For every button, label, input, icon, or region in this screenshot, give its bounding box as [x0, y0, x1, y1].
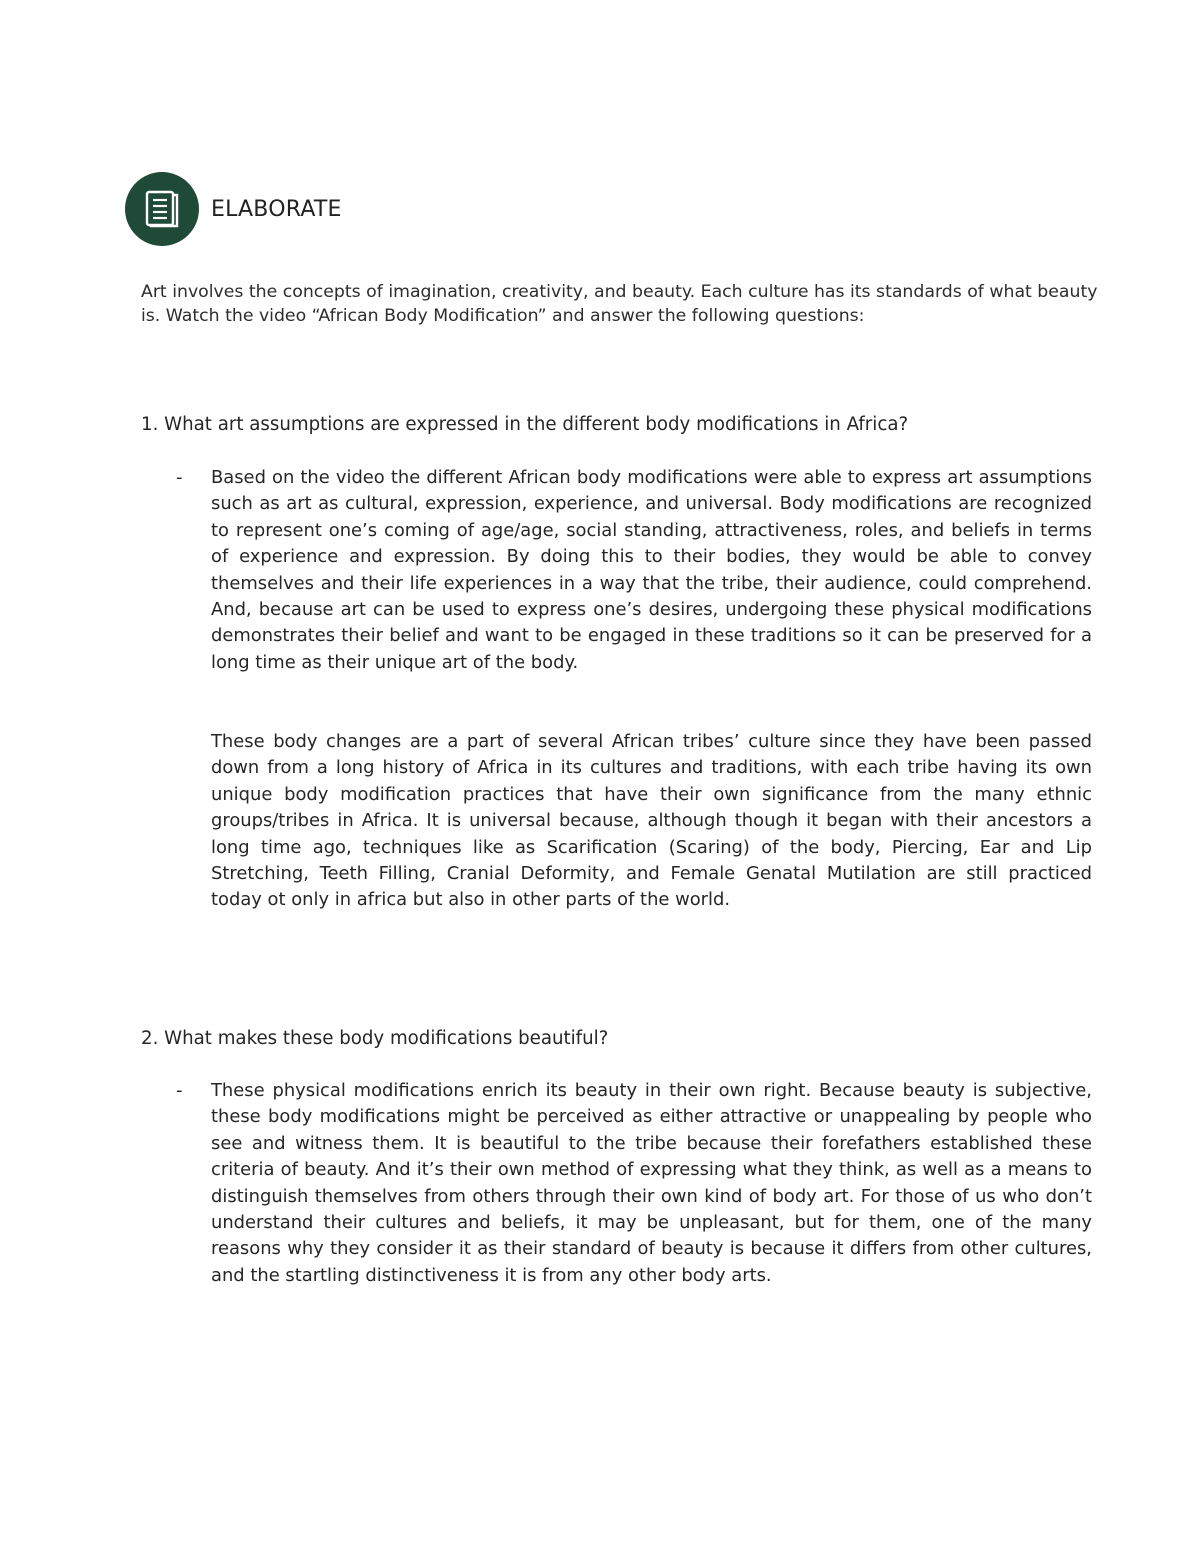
section-header [125, 172, 342, 246]
answer-1-bullet: - [176, 467, 183, 488]
book-icon [139, 186, 185, 232]
answer-1-paragraph-1: Based on the video the different African body modifications were able to express art assumptions such as art as cultural, expression, experience, and universal. Body modifications are recognized to represent one’s coming of age/age, social standing, attractiveness, roles, and beliefs in terms of experience and expression. By doing this to their bodies, they would be able to convey themselves and their life experiences in a way that the tribe, their audience, could comprehend. And, because art can be used to express one’s desires, undergoing these physical modifications demonstrates their belief and want to be engaged in these traditions so it can be preserved for a long time as their unique art of the body. [211, 467, 1092, 673]
section-badge [125, 172, 199, 246]
question-2: 2. What makes these body modifications beautiful? [141, 1028, 609, 1049]
answer-1-paragraph-2: These body changes are a part of several African tribes’ culture since they have been passed down from a long history of Africa in its cultures and traditions, with each tribe having its own unique body modification practices that have their own significance from the many ethnic groups/tribes in Africa. It is universal because, although though it began with their ancestors a long time ago, techniques like as Scarification (Scaring) of the body, Piercing, Ear and Lip Stretching, Teeth Filling, Cranial Deformity, and Female Genatal Mutilation are still practiced today ot only in africa but also in other parts of the world. [211, 731, 1092, 911]
section-title: ELABORATE [211, 196, 342, 222]
intro-paragraph: Art involves the concepts of imagination, creativity, and beauty. Each culture has its standards of what beauty is. Watch the video “African Body Modification” and answer the following questions: [141, 282, 1098, 326]
question-1: 1. What art assumptions are expressed in the different body modifications in Africa? [141, 414, 909, 435]
answer-2-paragraph-1: These physical modifications enrich its beauty in their own right. Because beauty is subjective, these body modifications might be perceived as either attractive or unappealing by people who see and witness them. It is beautiful to the tribe because their forefathers established these criteria of beauty. And it’s their own method of expressing what they think, as well as a means to distinguish themselves from others through their own kind of body art. For those of us who don’t understand their cultures and beliefs, it may be unpleasant, but for them, one of the many reasons why they consider it as their standard of beauty is because it differs from other cultures, and the startling distinctiveness it is from any other body arts. [211, 1080, 1092, 1286]
answer-2-bullet: - [176, 1080, 183, 1101]
